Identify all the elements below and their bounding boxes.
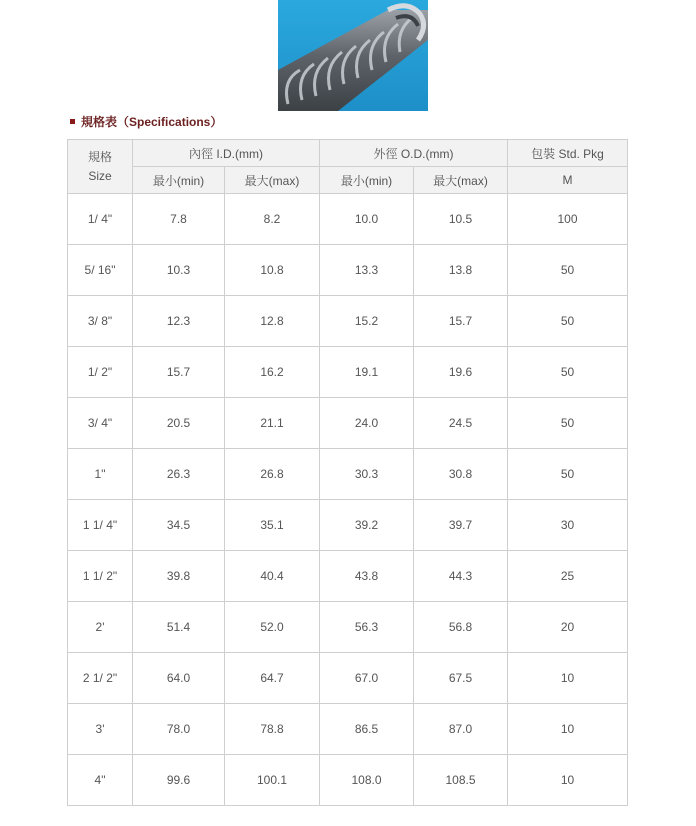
cell-id-min: 64.0 (133, 653, 225, 704)
header-size-line2: Size (88, 168, 112, 183)
bullet-square-icon (70, 119, 75, 124)
cell-size: 3' (68, 704, 133, 755)
header-pkg-group: 包裝 Std. Pkg (508, 140, 628, 167)
table-row (68, 449, 628, 500)
product-image (278, 0, 428, 111)
table-row (68, 194, 628, 245)
cell-size: 3/ 4" (68, 398, 133, 449)
header-id-max: 最大(max) (225, 167, 320, 194)
table-row (68, 500, 628, 551)
table-row (68, 755, 628, 806)
cell-id-min: 10.3 (133, 245, 225, 296)
cell-od-min: 30.3 (320, 449, 414, 500)
cell-pkg: 50 (508, 245, 628, 296)
header-id-group: 內徑 I.D.(mm) (133, 140, 320, 167)
spiral-hose-icon (278, 0, 428, 111)
header-od-min: 最小(min) (320, 167, 414, 194)
cell-id-max: 10.8 (225, 245, 320, 296)
cell-od-max: 67.5 (414, 653, 508, 704)
header-pkg-unit: M (508, 167, 628, 194)
cell-od-max: 30.8 (414, 449, 508, 500)
cell-id-max: 16.2 (225, 347, 320, 398)
table-row (68, 551, 628, 602)
cell-size: 1/ 2" (68, 347, 133, 398)
section-title (70, 113, 222, 129)
cell-pkg: 50 (508, 449, 628, 500)
cell-id-max: 21.1 (225, 398, 320, 449)
cell-size: 2' (68, 602, 133, 653)
cell-pkg: 20 (508, 602, 628, 653)
table-row (68, 704, 628, 755)
table-row (68, 347, 628, 398)
cell-od-min: 43.8 (320, 551, 414, 602)
table-row (68, 245, 628, 296)
cell-id-min: 12.3 (133, 296, 225, 347)
cell-od-max: 87.0 (414, 704, 508, 755)
cell-id-max: 12.8 (225, 296, 320, 347)
cell-od-min: 67.0 (320, 653, 414, 704)
cell-size: 1" (68, 449, 133, 500)
cell-od-max: 56.8 (414, 602, 508, 653)
cell-id-max: 8.2 (225, 194, 320, 245)
cell-size: 2 1/ 2" (68, 653, 133, 704)
header-row-groups (68, 140, 628, 167)
specifications-table (67, 139, 628, 806)
header-size (68, 140, 133, 194)
cell-id-min: 51.4 (133, 602, 225, 653)
cell-od-max: 19.6 (414, 347, 508, 398)
cell-od-max: 24.5 (414, 398, 508, 449)
cell-id-max: 40.4 (225, 551, 320, 602)
cell-size: 1 1/ 4" (68, 500, 133, 551)
cell-od-min: 10.0 (320, 194, 414, 245)
cell-od-min: 56.3 (320, 602, 414, 653)
cell-od-max: 13.8 (414, 245, 508, 296)
cell-id-min: 20.5 (133, 398, 225, 449)
table-row (68, 602, 628, 653)
cell-od-min: 19.1 (320, 347, 414, 398)
cell-id-max: 78.8 (225, 704, 320, 755)
header-row-sub (68, 167, 628, 194)
table-row (68, 653, 628, 704)
cell-pkg: 10 (508, 653, 628, 704)
cell-size: 4" (68, 755, 133, 806)
cell-od-max: 10.5 (414, 194, 508, 245)
cell-id-min: 78.0 (133, 704, 225, 755)
cell-pkg: 50 (508, 347, 628, 398)
cell-od-min: 108.0 (320, 755, 414, 806)
cell-id-min: 7.8 (133, 194, 225, 245)
cell-size: 1 1/ 2" (68, 551, 133, 602)
cell-pkg: 10 (508, 704, 628, 755)
cell-od-min: 86.5 (320, 704, 414, 755)
cell-od-max: 39.7 (414, 500, 508, 551)
cell-od-max: 108.5 (414, 755, 508, 806)
cell-pkg: 25 (508, 551, 628, 602)
cell-od-min: 39.2 (320, 500, 414, 551)
cell-od-max: 44.3 (414, 551, 508, 602)
cell-pkg: 10 (508, 755, 628, 806)
cell-id-min: 34.5 (133, 500, 225, 551)
cell-od-min: 15.2 (320, 296, 414, 347)
cell-size: 3/ 8" (68, 296, 133, 347)
cell-id-min: 99.6 (133, 755, 225, 806)
cell-pkg: 30 (508, 500, 628, 551)
cell-pkg: 100 (508, 194, 628, 245)
cell-od-max: 15.7 (414, 296, 508, 347)
cell-od-min: 13.3 (320, 245, 414, 296)
header-id-min: 最小(min) (133, 167, 225, 194)
cell-od-min: 24.0 (320, 398, 414, 449)
header-size-line1: 規格 (87, 149, 112, 164)
cell-pkg: 50 (508, 296, 628, 347)
header-od-group: 外徑 O.D.(mm) (320, 140, 508, 167)
title-text: 規格表（Specifications） (81, 114, 223, 129)
cell-id-min: 15.7 (133, 347, 225, 398)
header-od-max: 最大(max) (414, 167, 508, 194)
cell-id-max: 35.1 (225, 500, 320, 551)
cell-id-max: 26.8 (225, 449, 320, 500)
cell-id-max: 100.1 (225, 755, 320, 806)
cell-id-max: 64.7 (225, 653, 320, 704)
cell-id-min: 26.3 (133, 449, 225, 500)
cell-id-min: 39.8 (133, 551, 225, 602)
table-row (68, 398, 628, 449)
cell-id-max: 52.0 (225, 602, 320, 653)
cell-size: 1/ 4" (68, 194, 133, 245)
cell-size: 5/ 16" (68, 245, 133, 296)
cell-pkg: 50 (508, 398, 628, 449)
table-row (68, 296, 628, 347)
